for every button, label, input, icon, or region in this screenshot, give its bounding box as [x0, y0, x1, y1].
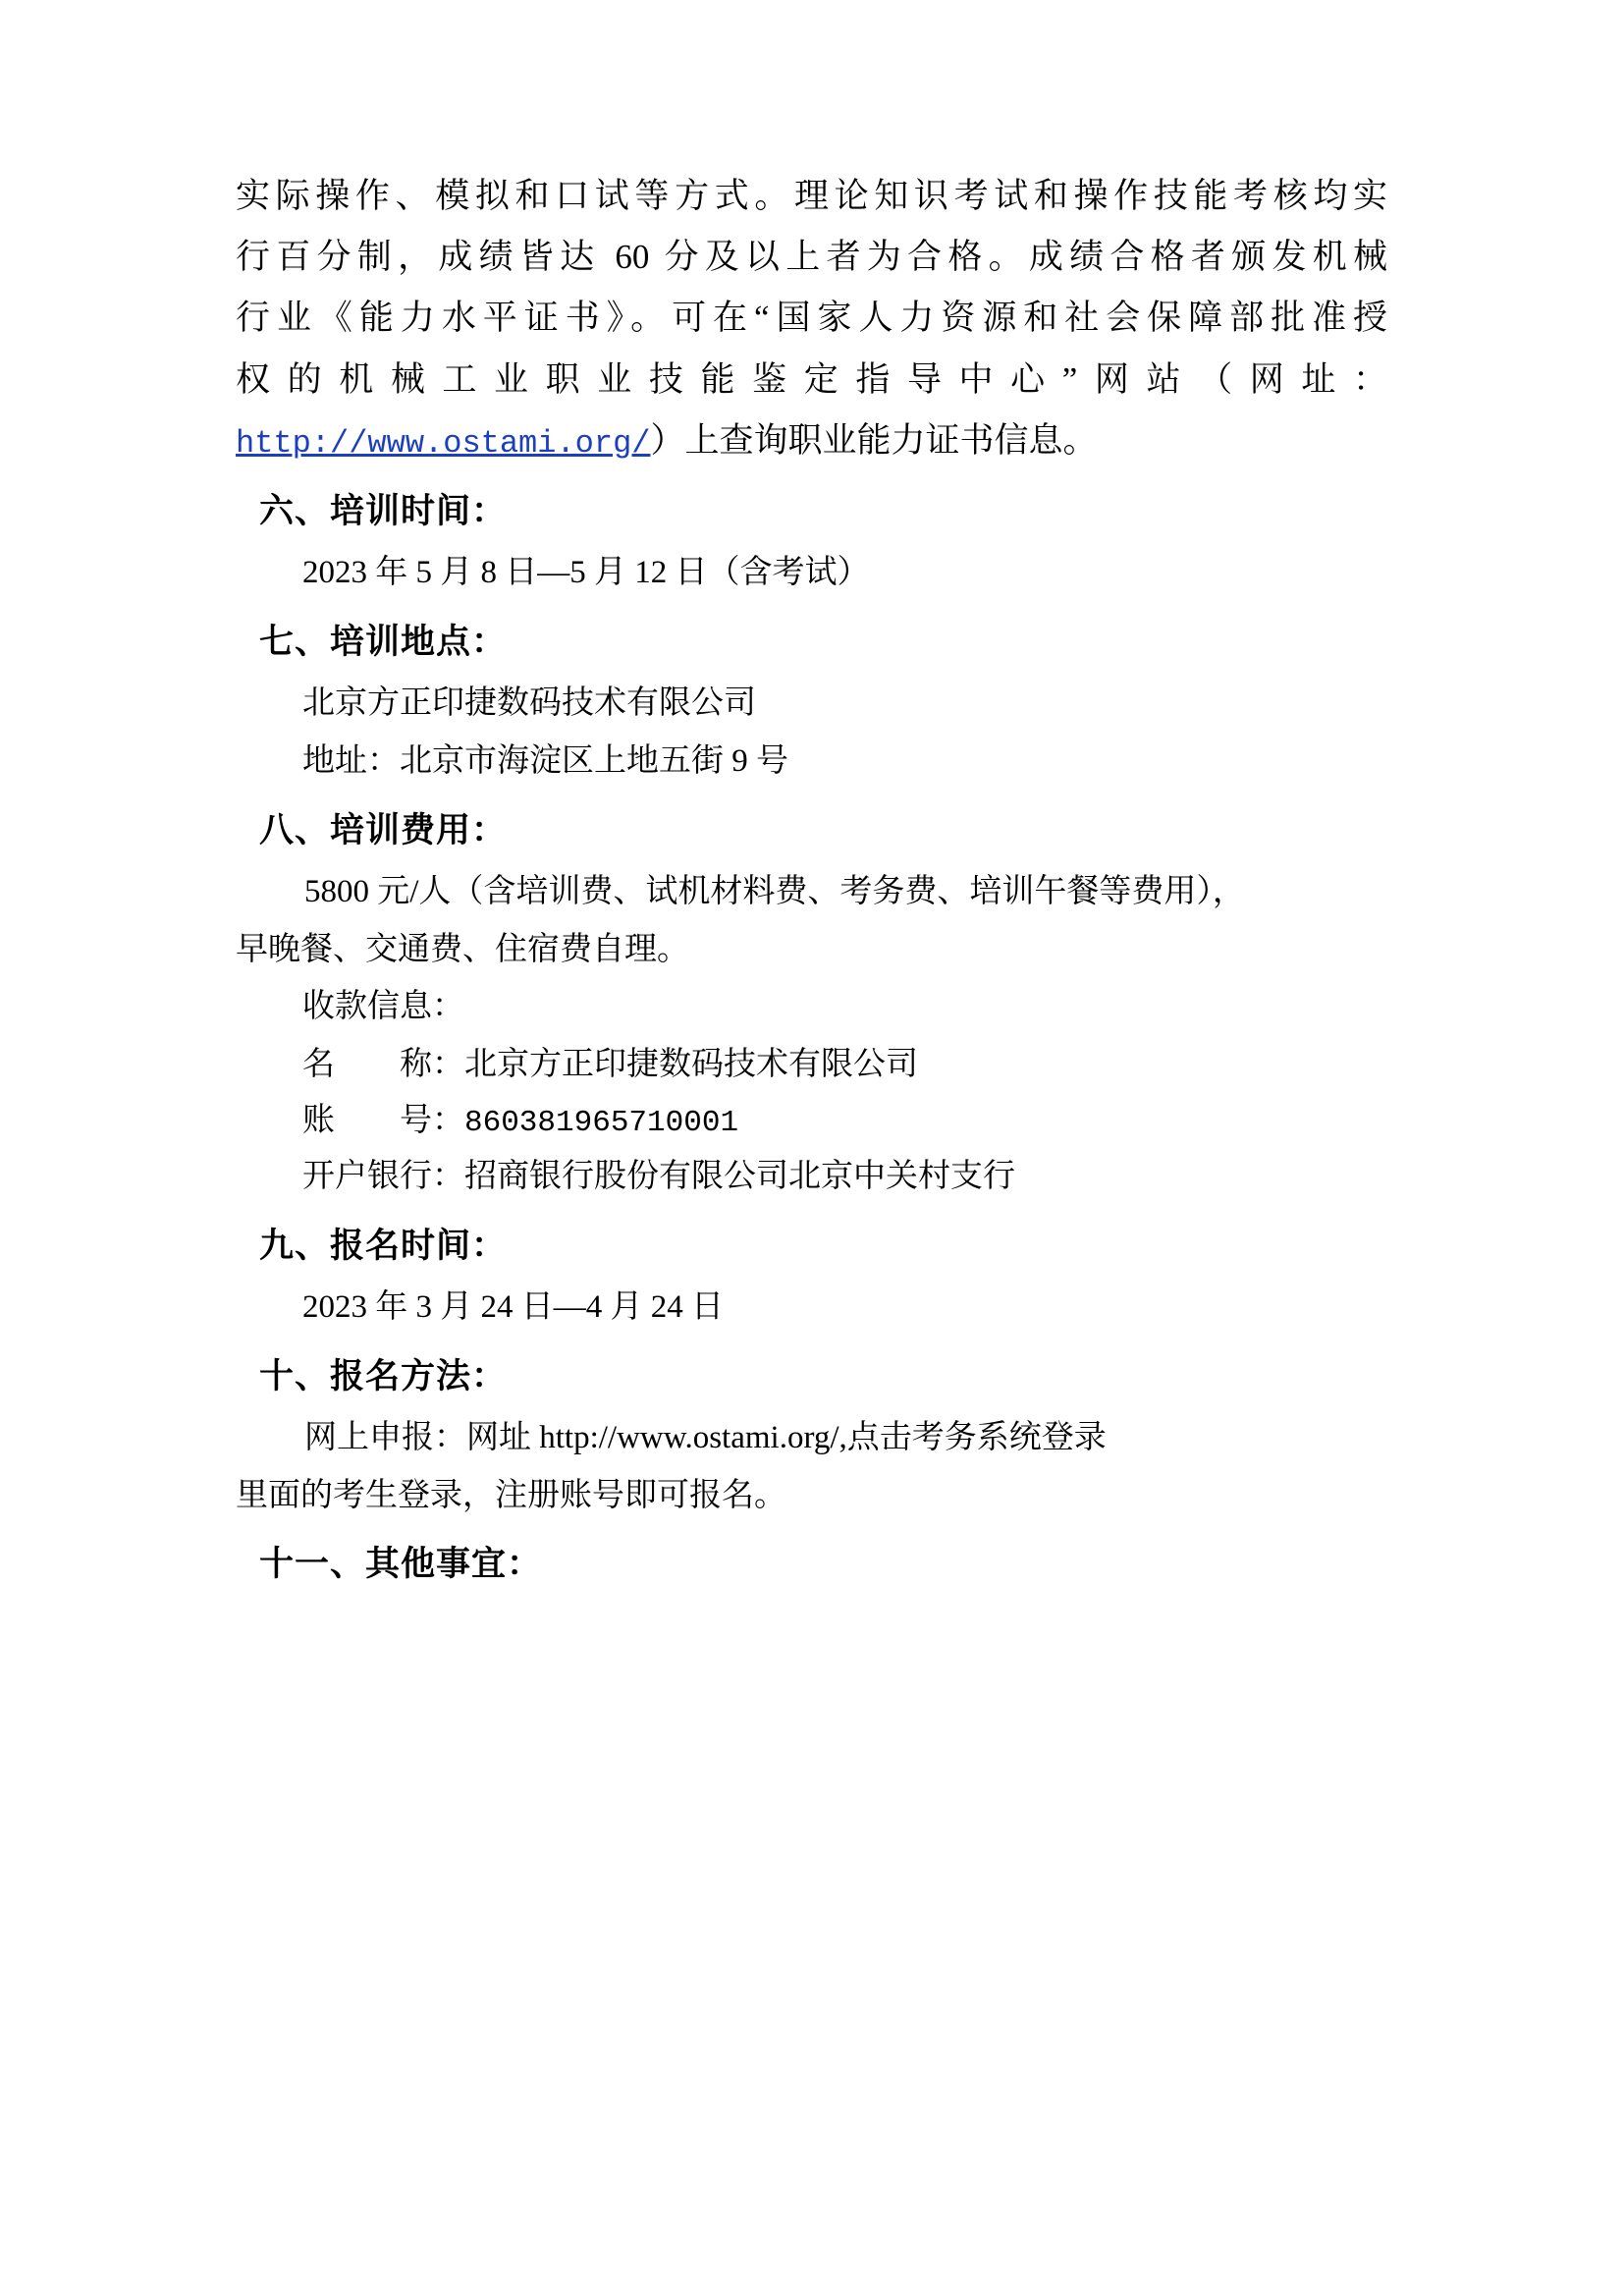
intro-line-5-tail: ）上查询职业能力证书信息。: [650, 420, 1098, 460]
ostami-website-link[interactable]: http://www.ostami.org/: [236, 424, 651, 462]
payment-value-account: 860381965710001: [464, 1105, 739, 1140]
payment-label-bank: 开户银行：: [302, 1159, 464, 1195]
section-other-matters: [236, 1535, 1387, 1594]
section-heading-registration-method: 十、报名方法：: [259, 1356, 508, 1395]
payment-info-title: 收款信息：: [302, 989, 464, 1025]
section-heading-other-matters: 十一、其他事宜：: [259, 1545, 543, 1584]
payment-label-name: 名 称：: [302, 1047, 464, 1082]
payment-label-account: 账 号：: [302, 1102, 464, 1138]
registration-time-value: 2023 年 3 月 24 日—4 月 24 日: [302, 1289, 724, 1325]
intro-line-1: 实际操作、模拟和口试等方式。理论知识考试和操作技能考核均实: [236, 177, 1387, 215]
intro-paragraph: [236, 167, 1387, 470]
section-registration-method: [236, 1347, 1387, 1524]
payment-value-bank: 招商银行股份有限公司北京中关村支行: [464, 1159, 1015, 1195]
section-heading-training-time: 六、培训时间：: [259, 491, 508, 530]
intro-line-4: 权的机械工业职业技能鉴定指导中心”网站（网址：: [236, 359, 1387, 399]
intro-line-5: [236, 411, 1387, 470]
registration-method-line-2: 里面的考生登录，注册账号即可报名。: [236, 1477, 786, 1513]
section-training-time: [236, 482, 1387, 601]
training-location-company: 北京方正印捷数码技术有限公司: [302, 685, 756, 722]
training-location-address: 地址：北京市海淀区上地五街 9 号: [302, 742, 788, 779]
payment-value-name: 北京方正印捷数码技术有限公司: [464, 1047, 918, 1082]
section-heading-training-fee: 八、培训费用：: [259, 810, 508, 849]
training-fee-line-1: 5800 元/人（含培训费、试机材料费、考务费、培训午餐等费用），: [304, 873, 1245, 909]
payment-row-name: [236, 1037, 1387, 1093]
section-heading-registration-time: 九、报名时间：: [259, 1226, 508, 1265]
training-fee-line-2: 早晚餐、交通费、住宿费自理。: [236, 931, 689, 967]
payment-row-bank: [236, 1149, 1387, 1205]
section-registration-time: [236, 1217, 1387, 1336]
section-heading-training-location: 七、培训地点：: [259, 622, 508, 661]
intro-line-3: 行业《能力水平证书》。可在“国家人力资源和社会保障部批准授: [236, 299, 1387, 338]
section-training-fee: [236, 801, 1387, 1205]
section-training-location: [236, 613, 1387, 790]
training-time-value: 2023 年 5 月 8 日—5 月 12 日（含考试）: [302, 555, 870, 591]
registration-method-line-1: 网上申报：网址 http://www.ostami.org/,点击考务系统登录: [304, 1419, 1107, 1455]
payment-row-account: [236, 1093, 1387, 1149]
intro-line-2: 行百分制，成绩皆达 60 分及以上者为合格。成绩合格者颁发机械: [236, 238, 1387, 277]
